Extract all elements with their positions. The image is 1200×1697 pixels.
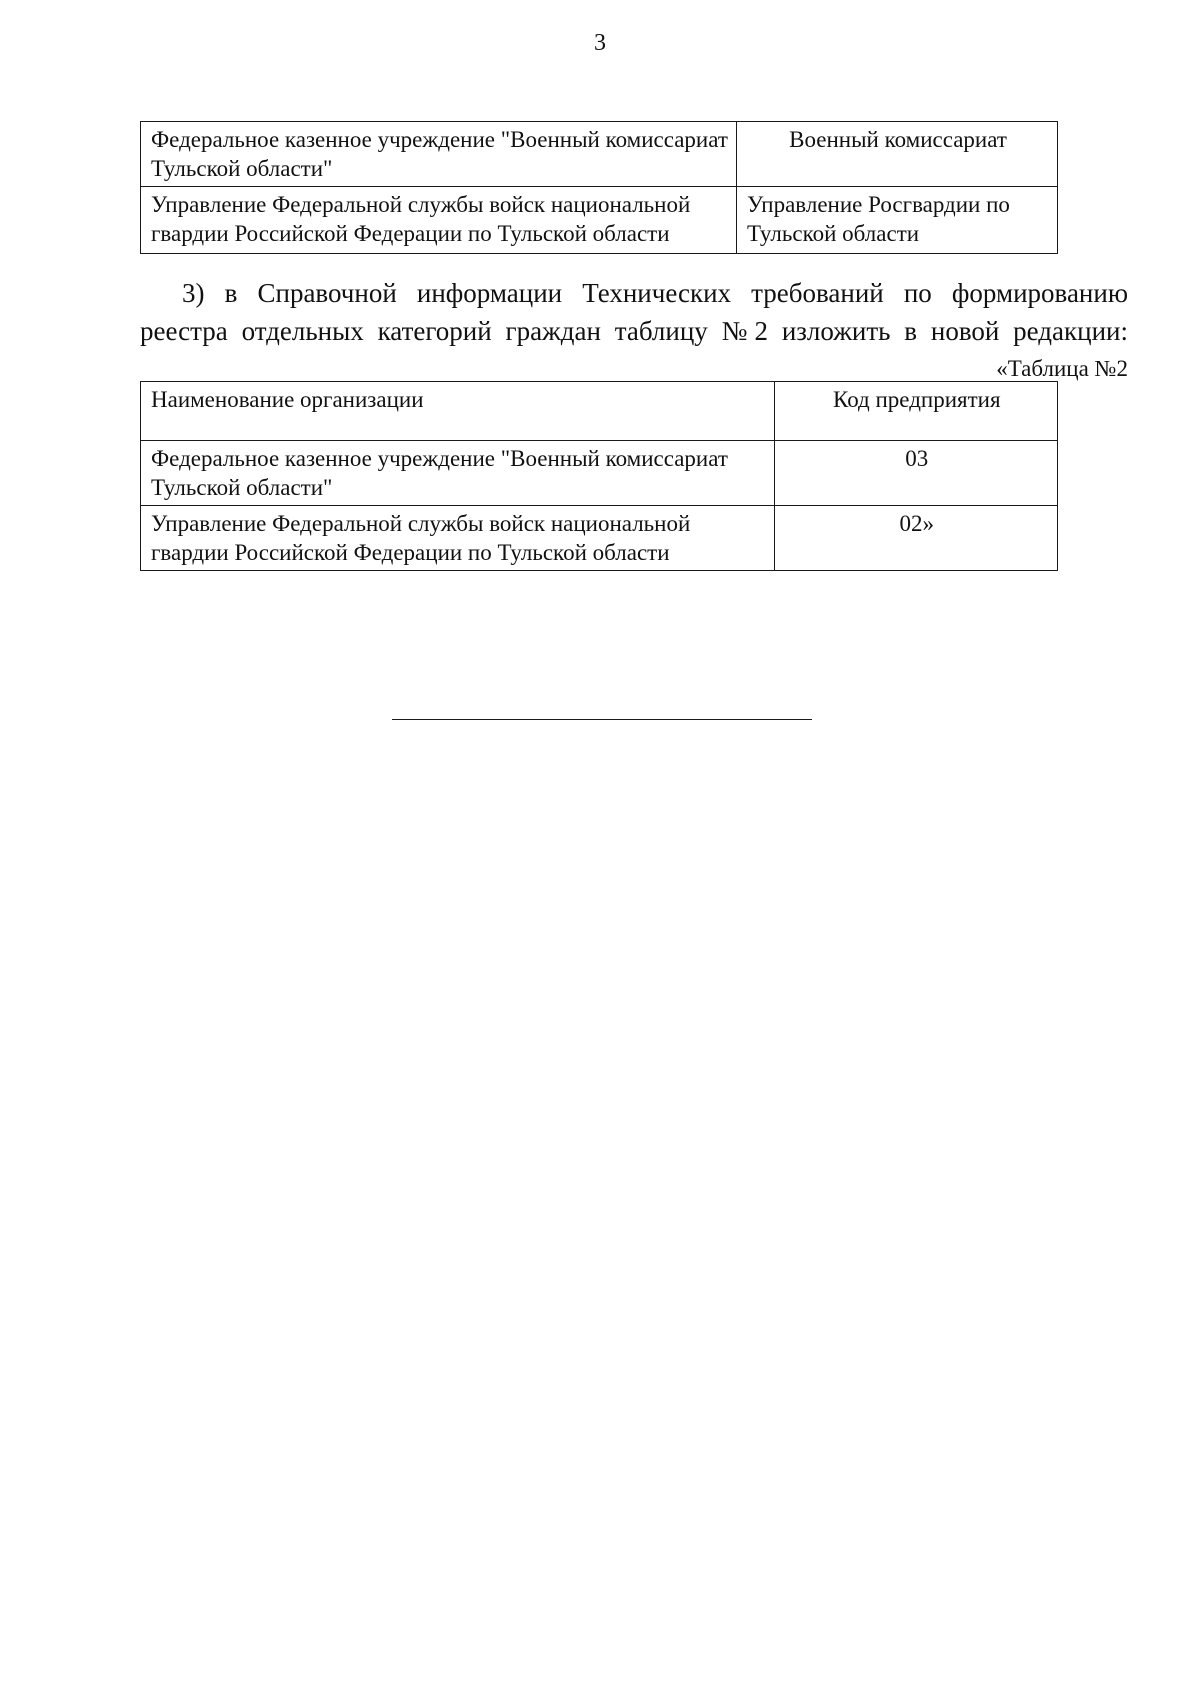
paragraph-line: 3) в Справочной информации Технических требований по формированию xyxy=(182,278,1128,308)
enterprise-codes-table xyxy=(140,381,1058,571)
table-header-row xyxy=(141,382,1058,441)
table-caption: «Таблица №2 xyxy=(996,356,1128,381)
paragraph-line: реестра отдельных категорий граждан таблицу №2 изложить в новой редакции: xyxy=(140,316,1128,346)
table-row xyxy=(141,187,1058,254)
short-name-cell: Военный комиссариат xyxy=(737,122,1058,187)
column-header-code: Код предприятия xyxy=(774,382,1057,441)
organizations-table xyxy=(140,121,1058,254)
organization-name-cell: Управление Федеральной службы войск национальной гвардии Российской Федерации по Тульской области xyxy=(141,506,775,571)
page-number: 3 xyxy=(594,30,606,56)
enterprise-code-cell: 02» xyxy=(774,506,1057,571)
column-header-name: Наименование организации xyxy=(141,382,775,441)
table-row xyxy=(141,506,1058,571)
organization-name-cell: Федеральное казенное учреждение "Военный комиссариат Тульской области" xyxy=(141,441,775,506)
short-name-cell: Управление Росгвардии по Тульской области xyxy=(737,187,1058,254)
amendment-paragraph xyxy=(140,274,1128,350)
organization-name-cell: Управление Федеральной службы войск национальной гвардии Российской Федерации по Тульской области xyxy=(141,187,737,254)
organization-name-cell: Федеральное казенное учреждение "Военный комиссариат Тульской области" xyxy=(141,122,737,187)
end-of-document-rule xyxy=(392,719,812,720)
table-row xyxy=(141,441,1058,506)
table-row xyxy=(141,122,1058,187)
enterprise-code-cell: 03 xyxy=(774,441,1057,506)
